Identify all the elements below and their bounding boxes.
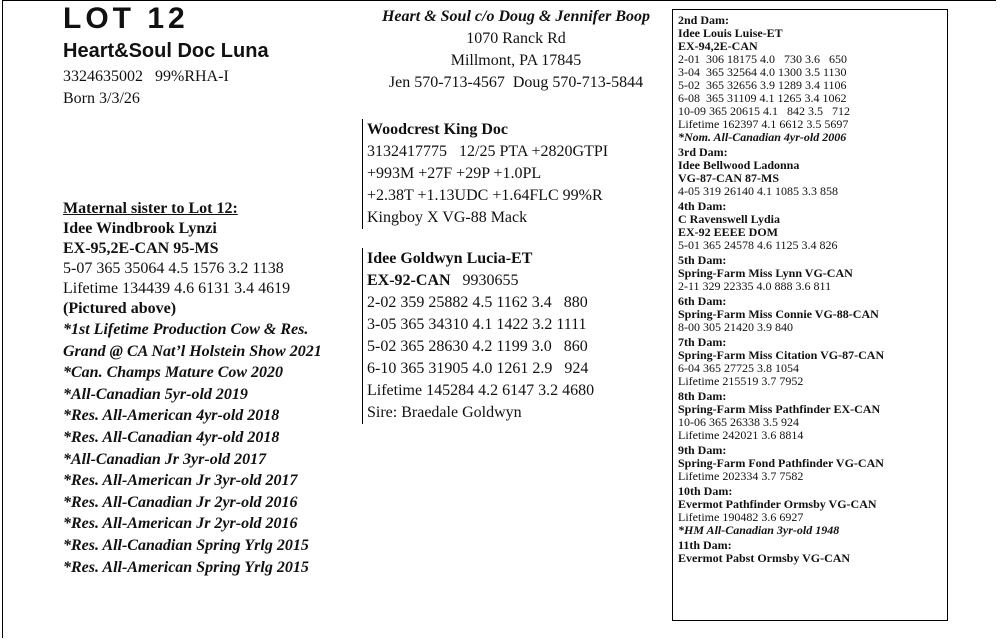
sister-block — [63, 199, 363, 578]
ancestor-entry — [678, 295, 942, 334]
ancestor-record: 10-09 365 20615 4.1 842 3.5 712 — [678, 104, 850, 118]
ancestor-record: 5-01 365 24578 4.6 1125 3.4 826 — [678, 238, 838, 252]
ancestor-record: Lifetime 202334 3.7 7582 — [678, 469, 804, 483]
ancestor-name: Spring-Farm Fond Pathfinder VG-CAN — [678, 456, 884, 470]
ancestor-label: 9th Dam: — [678, 443, 727, 457]
ancestor-label: 8th Dam: — [678, 389, 727, 403]
owner-phones: Jen 570-713-4567 Doug 570-713-5844 — [388, 74, 644, 91]
ancestor-name: C Ravenswell Lydia — [678, 212, 781, 226]
dam-classification: EX-92-CAN — [367, 272, 451, 289]
ancestor-record: 4-05 319 26140 4.1 1085 3.3 858 — [678, 184, 838, 198]
dam-sire: Sire: Braedale Goldwyn — [367, 404, 522, 421]
sister-classification: EX-95,2E-CAN 95-MS — [63, 240, 219, 257]
ancestor-entry — [678, 14, 942, 144]
ancestor-record: Lifetime 162397 4.1 6612 3.5 5697 — [678, 117, 849, 131]
ancestor-record: Lifetime 190482 3.6 6927 — [678, 510, 804, 524]
ancestor-entry — [678, 146, 942, 198]
sister-honor: *All-Canadian 5yr-old 2019 — [63, 385, 248, 403]
ancestor-note: *Nom. All-Canadian 4yr-old 2006 — [678, 130, 847, 144]
sister-record: 5-07 365 35064 4.5 1576 3.2 1138 — [63, 260, 284, 277]
ancestor-record: 8-00 305 21420 3.9 840 — [678, 320, 793, 334]
registration-line: 3324635002 99%RHA-I — [63, 68, 229, 85]
owner-name: Heart & Soul c/o Doug & Jennifer Boop — [381, 8, 651, 25]
ancestor-classification: VG-87-CAN 87-MS — [678, 171, 779, 185]
ancestor-name: Spring-Farm Miss Lynn VG-CAN — [678, 266, 853, 280]
ancestor-entry — [678, 200, 942, 252]
sire-block — [362, 119, 667, 229]
owner-block — [366, 6, 666, 94]
ancestor-note: *HM All-Canadian 3yr-old 1948 — [678, 523, 840, 537]
ancestor-label: 7th Dam: — [678, 335, 727, 349]
ancestor-entry — [678, 539, 942, 565]
dam-name: Idee Goldwyn Lucia-ET — [367, 250, 533, 267]
dam-record: 2-02 359 25882 4.5 1162 3.4 880 — [367, 294, 588, 311]
sister-heading: Maternal sister to Lot 12: — [63, 200, 238, 217]
dam-record: 3-05 365 34310 4.1 1422 3.2 1111 — [367, 316, 587, 333]
ancestor-entry — [678, 485, 942, 537]
ancestor-name: Spring-Farm Miss Citation VG-87-CAN — [678, 348, 885, 362]
dam-record: 6-10 365 31905 4.0 1261 2.9 924 — [367, 360, 589, 377]
dam-lifetime: Lifetime 145284 4.2 6147 3.2 4680 — [367, 382, 595, 399]
ancestor-label: 10th Dam: — [678, 484, 733, 498]
sire-name: Woodcrest King Doc — [367, 121, 509, 138]
ancestor-record: 3-04 365 32564 4.0 1300 3.5 1130 — [678, 65, 847, 79]
sister-honors — [63, 319, 363, 578]
ancestor-name: Spring-Farm Miss Pathfinder EX-CAN — [678, 402, 881, 416]
ancestor-label: 2nd Dam: — [678, 13, 730, 27]
sister-honor: *Res. All-American Jr 3yr-old 2017 — [63, 472, 298, 490]
cow-name: Heart&Soul Doc Luna — [63, 40, 269, 62]
sister-honor: *1st Lifetime Production Cow & Res. — [63, 321, 309, 338]
sister-pictured: (Pictured above) — [63, 300, 177, 317]
sister-honor: *Res. All-American Spring Yrlg 2015 — [63, 558, 309, 576]
dam-block — [362, 248, 667, 424]
sister-honor: Grand @ CA Nat’l Holstein Show 2021 — [63, 342, 322, 360]
ancestor-record: 6-08 365 31109 4.1 1265 3.4 1062 — [678, 91, 847, 105]
sire-line: 3132417775 12/25 PTA +2820GTPI — [367, 143, 609, 160]
dam-reg: 9930655 — [462, 272, 519, 289]
sire-line: Kingboy X VG-88 Mack — [367, 209, 528, 226]
ancestor-name: Idee Louis Luise-ET — [678, 26, 783, 40]
ancestor-entry — [678, 336, 942, 388]
sister-name: Idee Windbrook Lynzi — [63, 220, 217, 237]
ancestor-label: 4th Dam: — [678, 199, 727, 213]
ancestor-name: Evermot Pathfinder Ormsby VG-CAN — [678, 497, 877, 511]
sister-honor: *Res. All-American 4yr-old 2018 — [63, 407, 280, 425]
ancestor-record: Lifetime 215519 3.7 7952 — [678, 374, 804, 388]
sire-line: +993M +27F +29P +1.0PL — [367, 165, 542, 182]
ancestor-entry — [678, 254, 942, 293]
lot-title: LOT 12 — [63, 2, 189, 35]
sister-honor: *Res. All-Canadian 4yr-old 2018 — [63, 428, 280, 446]
ancestor-record: Lifetime 242021 3.6 8814 — [678, 428, 804, 442]
ancestor-record: 5-02 365 32656 3.9 1289 3.4 1106 — [678, 78, 847, 92]
ancestor-label: 3rd Dam: — [678, 145, 728, 159]
ancestor-classification: EX-94,2E-CAN — [678, 39, 758, 53]
sister-honor: *Res. All-Canadian Jr 2yr-old 2016 — [63, 493, 298, 511]
sister-honor: *Res. All-Canadian Spring Yrlg 2015 — [63, 536, 309, 554]
ancestor-name: Idee Bellwood Ladonna — [678, 158, 800, 172]
birth-date: Born 3/3/26 — [63, 90, 140, 107]
owner-address-2: Millmont, PA 17845 — [450, 52, 582, 69]
ancestor-record: 6-04 365 27725 3.8 1054 — [678, 361, 799, 375]
ancestor-label: 5th Dam: — [678, 253, 727, 267]
ancestor-record: 2-01 306 18175 4.0 730 3.6 650 — [678, 52, 847, 66]
ancestor-label: 6th Dam: — [678, 294, 727, 308]
sister-honor: *Can. Champs Mature Cow 2020 — [63, 364, 284, 382]
ancestor-record: 2-11 329 22335 4.0 888 3.6 811 — [678, 279, 832, 293]
ancestor-record: 10-06 365 26338 3.5 924 — [678, 415, 799, 429]
ancestor-classification: EX-92 EEEE DOM — [678, 225, 779, 239]
sire-line: +2.38T +1.13UDC +1.64FLC 99%R — [367, 187, 603, 204]
ancestor-label: 11th Dam: — [678, 538, 732, 552]
sister-honor: *All-Canadian Jr 3yr-old 2017 — [63, 450, 267, 468]
ancestor-entry — [678, 390, 942, 442]
sister-lifetime: Lifetime 134439 4.6 6131 3.4 4619 — [63, 280, 291, 297]
ancestor-entry — [678, 444, 942, 483]
ancestor-name: Evermot Pabst Ormsby VG-CAN — [678, 551, 851, 565]
dam-record: 5-02 365 28630 4.2 1199 3.0 860 — [367, 338, 588, 355]
sister-honor: *Res. All-American Jr 2yr-old 2016 — [63, 515, 298, 533]
owner-address-1: 1070 Ranck Rd — [466, 30, 566, 47]
pedigree-box — [672, 9, 948, 621]
ancestor-name: Spring-Farm Miss Connie VG-88-CAN — [678, 307, 879, 321]
